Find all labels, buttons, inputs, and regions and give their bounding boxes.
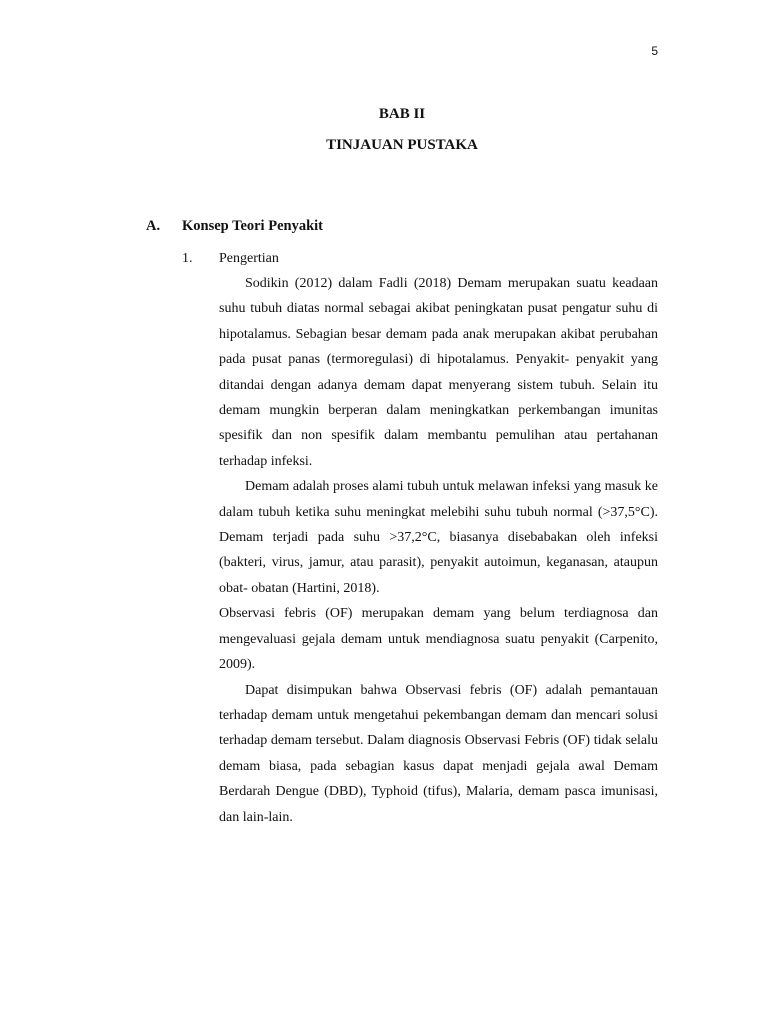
subsection-heading	[182, 251, 279, 267]
chapter-number: BAB II	[378, 106, 426, 122]
section-heading	[146, 218, 323, 235]
paragraph-conclusion: Dapat disimpukan bahwa Observasi febris (OF) adalah pemantauan terhadap demam untuk mengetahui pekembangan demam dan mencari solusi terhadap demam tersebut. Dalam diagnosis Observasi Febris (OF) tidak selalu demam biasa, pada sebagian kasus dapat menjadi gejala awal Demam Berdarah Dengue (DBD), Typhoid (tifus), Malaria, demam pasca imunisasi, dan lain-lain.	[219, 682, 658, 825]
subsection-label: 1.	[182, 251, 193, 266]
paragraph-definition: Sodikin (2012) dalam Fadli (2018) Demam merupakan suatu keadaan suhu tubuh diatas normal sebagai akibat peningkatan pusat pengatur suhu di hipotalamus. Sebagian besar demam pada anak merupakan akibat perubahan pada pusat panas (termoregulasi) di hipotalamus. Penyakit- penyakit yang ditandai dengan adanya demam dapat menyerang sistem tubuh. Selain itu demam mungkin berperan dalam meningkatkan perkembangan imunitas spesifik dan non spesifik dalam membantu pemulihan atau pertahanan terhadap infeksi.	[219, 276, 658, 469]
paragraph-observasi-febris: Observasi febris (OF) merupakan demam yang belum terdiagnosa dan mengevaluasi gejala demam untuk mendiagnosa suatu penyakit (Carpenito, 2009).	[219, 606, 658, 673]
chapter-title: TINJAUAN PUSTAKA	[326, 137, 478, 153]
section-label: A.	[146, 218, 161, 234]
body-text	[219, 271, 658, 830]
paragraph-fever-process: Demam adalah proses alami tubuh untuk melawan infeksi yang masuk ke dalam tubuh ketika suhu meningkat melebihi suhu tubuh normal (>37,5°C). Demam terjadi pada suhu >37,2°C, biasanya disebabakan oleh infeksi (bakteri, virus, jamur, atau parasit), penyakit autoimun, keganasan, ataupun obat- obatan (Hartini, 2018).	[219, 479, 658, 596]
section-title: Konsep Teori Penyakit	[182, 218, 323, 234]
subsection-title: Pengertian	[219, 251, 279, 266]
page-number: 5	[651, 44, 658, 58]
